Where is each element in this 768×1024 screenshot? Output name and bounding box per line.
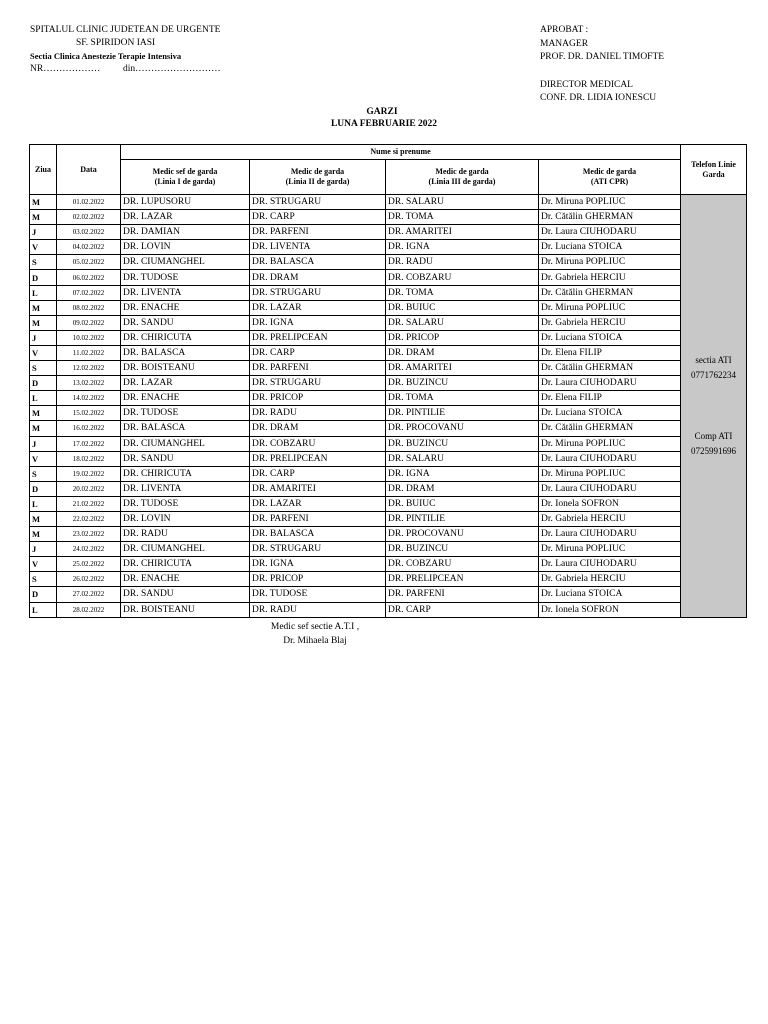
signature-name: Dr. Mihaela Blaj xyxy=(283,636,347,646)
line2-doctor-cell: DR. IGNA xyxy=(250,557,386,572)
date-cell: 26.02.2022 xyxy=(57,572,121,587)
table-row xyxy=(30,285,747,300)
line1-doctor-cell: DR. CHIRICUTA xyxy=(121,557,250,572)
line2-doctor-cell: DR. CARP xyxy=(250,466,386,481)
ati-doctor-cell: Dr. Gabriela HERCIU xyxy=(539,270,681,285)
line1-doctor-cell: DR. BOISTEANU xyxy=(121,602,250,617)
ati-doctor-cell: Dr. Laura CIUHODARU xyxy=(539,451,681,466)
line1-doctor-cell: DR. LOVIN xyxy=(121,511,250,526)
table-row xyxy=(30,496,747,511)
table-row xyxy=(30,225,747,240)
ati-doctor-cell: Dr. Cătălin GHERMAN xyxy=(539,421,681,436)
signature-block xyxy=(0,620,630,648)
line3-doctor-cell: DR. BUZINCU xyxy=(386,436,539,451)
phone-cell xyxy=(681,195,747,618)
ati-doctor-cell: Dr. Miruna POPLIUC xyxy=(539,436,681,451)
line1-doctor-cell: DR. CIUMANGHEL xyxy=(121,255,250,270)
line2-doctor-cell: DR. PRELIPCEAN xyxy=(250,451,386,466)
line2-doctor-cell: DR. CARP xyxy=(250,345,386,360)
line1-doctor-cell: DR. TUDOSE xyxy=(121,270,250,285)
ati-doctor-cell: Dr. Luciana STOICA xyxy=(539,587,681,602)
header-ati-cpr: Medic de garda (ATI CPR) xyxy=(539,160,681,195)
header-linia-2: Medic de garda (Linia II de garda) xyxy=(250,160,386,195)
hospital-name: SPITALUL CLINIC JUDETEAN DE URGENTE xyxy=(30,25,221,35)
day-cell: M xyxy=(30,406,57,421)
line2-doctor-cell: DR. TUDOSE xyxy=(250,587,386,602)
date-cell: 07.02.2022 xyxy=(57,285,121,300)
line2-doctor-cell: DR. PRICOP xyxy=(250,391,386,406)
day-cell: J xyxy=(30,542,57,557)
line2-doctor-cell: DR. BALASCA xyxy=(250,255,386,270)
line3-doctor-cell: DR. PRICOP xyxy=(386,330,539,345)
line1-doctor-cell: DR. DAMIAN xyxy=(121,225,250,240)
day-cell: D xyxy=(30,587,57,602)
director-label: DIRECTOR MEDICAL xyxy=(540,79,633,90)
manager-name: PROF. DR. DANIEL TIMOFTE xyxy=(540,52,665,62)
date-cell: 03.02.2022 xyxy=(57,225,121,240)
line1-doctor-cell: DR. LAZAR xyxy=(121,210,250,225)
line2-doctor-cell: DR. LAZAR xyxy=(250,496,386,511)
table-row xyxy=(30,466,747,481)
line3-doctor-cell: DR. CARP xyxy=(386,602,539,617)
header-nume-prenume: Nume si prenume xyxy=(121,145,681,160)
day-cell: M xyxy=(30,511,57,526)
ati-doctor-cell: Dr. Luciana STOICA xyxy=(539,406,681,421)
table-row xyxy=(30,602,747,617)
line2-doctor-cell: DR. PRICOP xyxy=(250,572,386,587)
date-cell: 01.02.2022 xyxy=(57,195,121,210)
line2-doctor-cell: DR. STRUGARU xyxy=(250,285,386,300)
registration-line xyxy=(30,63,221,76)
day-cell: L xyxy=(30,285,57,300)
ati-doctor-cell: Dr. Luciana STOICA xyxy=(539,240,681,255)
approved-label: APROBAT : xyxy=(540,25,589,35)
ati-doctor-cell: Dr. Gabriela HERCIU xyxy=(539,315,681,330)
line2-doctor-cell: DR. DRAM xyxy=(250,270,386,285)
line1-doctor-cell: DR. BOISTEANU xyxy=(121,361,250,376)
date-cell: 11.02.2022 xyxy=(57,345,121,360)
line1-doctor-cell: DR. RADU xyxy=(121,527,250,542)
ati-doctor-cell: Dr. Miruna POPLIUC xyxy=(539,300,681,315)
line1-doctor-cell: DR. CIUMANGHEL xyxy=(121,436,250,451)
date-cell: 06.02.2022 xyxy=(57,270,121,285)
line1-doctor-cell: DR. SANDU xyxy=(121,315,250,330)
line3-doctor-cell: DR. BUZINCU xyxy=(386,542,539,557)
date-cell: 27.02.2022 xyxy=(57,587,121,602)
line2-doctor-cell: DR. RADU xyxy=(250,602,386,617)
line3-doctor-cell: DR. PINTILIE xyxy=(386,511,539,526)
signature-title: Medic sef sectie A.T.I , xyxy=(270,622,360,632)
date-cell: 20.02.2022 xyxy=(57,481,121,496)
table-row xyxy=(30,406,747,421)
date-cell: 25.02.2022 xyxy=(57,557,121,572)
ati-doctor-cell: Dr. Ionela SOFRON xyxy=(539,602,681,617)
day-cell: D xyxy=(30,376,57,391)
date-cell: 21.02.2022 xyxy=(57,496,121,511)
line2-doctor-cell: DR. STRUGARU xyxy=(250,195,386,210)
line2-doctor-cell: DR. PARFENI xyxy=(250,361,386,376)
table-row xyxy=(30,376,747,391)
comp-phone xyxy=(681,429,746,459)
line1-doctor-cell: DR. ENACHE xyxy=(121,572,250,587)
day-cell: J xyxy=(30,225,57,240)
comp-label: Comp ATI xyxy=(694,430,733,441)
line3-doctor-cell: DR. BUZINCU xyxy=(386,376,539,391)
line1-doctor-cell: DR. LOVIN xyxy=(121,240,250,255)
table-row xyxy=(30,436,747,451)
line2-doctor-cell: DR. DRAM xyxy=(250,421,386,436)
ati-doctor-cell: Dr. Luciana STOICA xyxy=(539,330,681,345)
line1-doctor-cell: DR. ENACHE xyxy=(121,300,250,315)
table-row xyxy=(30,240,747,255)
ati-doctor-cell: Dr. Laura CIUHODARU xyxy=(539,225,681,240)
date-cell: 23.02.2022 xyxy=(57,527,121,542)
day-cell: M xyxy=(30,527,57,542)
table-row xyxy=(30,255,747,270)
day-cell: L xyxy=(30,602,57,617)
line3-doctor-cell: DR. COBZARU xyxy=(386,270,539,285)
date-cell: 15.02.2022 xyxy=(57,406,121,421)
header-linia-3: Medic de garda (Linia III de garda) xyxy=(386,160,539,195)
line3-doctor-cell: DR. PROCOVANU xyxy=(386,527,539,542)
line2-doctor-cell: DR. PRELIPCEAN xyxy=(250,330,386,345)
line2-doctor-cell: DR. AMARITEI xyxy=(250,481,386,496)
ati-doctor-cell: Dr. Elena FILIP xyxy=(539,345,681,360)
line3-doctor-cell: DR. IGNA xyxy=(386,240,539,255)
date-cell: 10.02.2022 xyxy=(57,330,121,345)
line3-doctor-cell: DR. TOMA xyxy=(386,285,539,300)
duty-schedule-table xyxy=(29,144,747,618)
day-cell: M xyxy=(30,315,57,330)
line3-doctor-cell: DR. PROCOVANU xyxy=(386,421,539,436)
line3-doctor-cell: DR. AMARITEI xyxy=(386,361,539,376)
day-cell: D xyxy=(30,481,57,496)
din-label: din……………………… xyxy=(122,64,221,74)
line2-doctor-cell: DR. LIVENTA xyxy=(250,240,386,255)
line1-doctor-cell: DR. TUDOSE xyxy=(121,496,250,511)
approval-block xyxy=(540,24,664,106)
table-row xyxy=(30,511,747,526)
date-cell: 18.02.2022 xyxy=(57,451,121,466)
line1-doctor-cell: DR. CHIRICUTA xyxy=(121,466,250,481)
date-cell: 14.02.2022 xyxy=(57,391,121,406)
table-row xyxy=(30,345,747,360)
table-row xyxy=(30,270,747,285)
line1-doctor-cell: DR. SANDU xyxy=(121,587,250,602)
date-cell: 28.02.2022 xyxy=(57,602,121,617)
day-cell: S xyxy=(30,572,57,587)
table-row xyxy=(30,391,747,406)
ati-doctor-cell: Dr. Laura CIUHODARU xyxy=(539,481,681,496)
line3-doctor-cell: DR. SALARU xyxy=(386,451,539,466)
ati-doctor-cell: Dr. Laura CIUHODARU xyxy=(539,557,681,572)
ati-doctor-cell: Dr. Laura CIUHODARU xyxy=(539,376,681,391)
table-row xyxy=(30,572,747,587)
date-cell: 22.02.2022 xyxy=(57,511,121,526)
director-name: CONF. DR. LIDIA IONESCU xyxy=(540,93,657,103)
line1-doctor-cell: DR. SANDU xyxy=(121,451,250,466)
line2-doctor-cell: DR. STRUGARU xyxy=(250,542,386,557)
line3-doctor-cell: DR. BUIUC xyxy=(386,496,539,511)
line2-doctor-cell: DR. LAZAR xyxy=(250,300,386,315)
date-cell: 13.02.2022 xyxy=(57,376,121,391)
date-cell: 02.02.2022 xyxy=(57,210,121,225)
line1-doctor-cell: DR. LIVENTA xyxy=(121,481,250,496)
day-cell: D xyxy=(30,270,57,285)
line3-doctor-cell: DR. RADU xyxy=(386,255,539,270)
department-name: Sectia Clinica Anestezie Terapie Intensiva xyxy=(30,51,182,61)
table-row xyxy=(30,210,747,225)
line3-doctor-cell: DR. AMARITEI xyxy=(386,225,539,240)
ati-doctor-cell: Dr. Cătălin GHERMAN xyxy=(539,285,681,300)
line3-doctor-cell: DR. IGNA xyxy=(386,466,539,481)
header-telefon: Telefon Linie Garda xyxy=(681,145,747,195)
line2-doctor-cell: DR. PARFENI xyxy=(250,225,386,240)
line3-doctor-cell: DR. PRELIPCEAN xyxy=(386,572,539,587)
title-line2: LUNA FEBRUARIE 2022 xyxy=(330,119,438,129)
sectia-label: sectia ATI xyxy=(695,354,732,365)
date-cell: 08.02.2022 xyxy=(57,300,121,315)
line3-doctor-cell: DR. TOMA xyxy=(386,210,539,225)
ati-doctor-cell: Dr. Laura CIUHODARU xyxy=(539,527,681,542)
table-row xyxy=(30,557,747,572)
ati-doctor-cell: Dr. Ionela SOFRON xyxy=(539,496,681,511)
day-cell: V xyxy=(30,557,57,572)
date-cell: 05.02.2022 xyxy=(57,255,121,270)
day-cell: V xyxy=(30,451,57,466)
line2-doctor-cell: DR. STRUGARU xyxy=(250,376,386,391)
line3-doctor-cell: DR. PARFENI xyxy=(386,587,539,602)
day-cell: M xyxy=(30,300,57,315)
line3-doctor-cell: DR. SALARU xyxy=(386,195,539,210)
ati-doctor-cell: Dr. Gabriela HERCIU xyxy=(539,511,681,526)
line1-doctor-cell: DR. CIUMANGHEL xyxy=(121,542,250,557)
date-cell: 17.02.2022 xyxy=(57,436,121,451)
table-row xyxy=(30,527,747,542)
header-data: Data xyxy=(57,145,121,195)
day-cell: M xyxy=(30,195,57,210)
day-cell: S xyxy=(30,255,57,270)
line3-doctor-cell: DR. BUIUC xyxy=(386,300,539,315)
manager-label: MANAGER xyxy=(540,38,589,49)
hospital-header xyxy=(30,24,221,76)
line1-doctor-cell: DR. TUDOSE xyxy=(121,406,250,421)
line3-doctor-cell: DR. SALARU xyxy=(386,315,539,330)
ati-doctor-cell: Dr. Miruna POPLIUC xyxy=(539,466,681,481)
date-cell: 19.02.2022 xyxy=(57,466,121,481)
table-row xyxy=(30,315,747,330)
day-cell: M xyxy=(30,210,57,225)
table-row xyxy=(30,481,747,496)
line1-doctor-cell: DR. LIVENTA xyxy=(121,285,250,300)
table-row xyxy=(30,421,747,436)
line1-doctor-cell: DR. CHIRICUTA xyxy=(121,330,250,345)
day-cell: S xyxy=(30,361,57,376)
line2-doctor-cell: DR. COBZARU xyxy=(250,436,386,451)
line3-doctor-cell: DR. DRAM xyxy=(386,345,539,360)
ati-doctor-cell: Dr. Gabriela HERCIU xyxy=(539,572,681,587)
date-cell: 16.02.2022 xyxy=(57,421,121,436)
date-cell: 04.02.2022 xyxy=(57,240,121,255)
header-ziua: Ziua xyxy=(30,145,57,195)
ati-doctor-cell: Dr. Miruna POPLIUC xyxy=(539,255,681,270)
ati-doctor-cell: Dr. Cătălin GHERMAN xyxy=(539,361,681,376)
ati-doctor-cell: Dr. Cătălin GHERMAN xyxy=(539,210,681,225)
table-row xyxy=(30,542,747,557)
day-cell: J xyxy=(30,330,57,345)
line3-doctor-cell: DR. TOMA xyxy=(386,391,539,406)
hospital-city: SF. SPIRIDON IASI xyxy=(76,38,156,48)
line2-doctor-cell: DR. RADU xyxy=(250,406,386,421)
document-title xyxy=(0,106,768,130)
title-line1: GARZI xyxy=(366,107,398,117)
table-row xyxy=(30,195,747,210)
line3-doctor-cell: DR. COBZARU xyxy=(386,557,539,572)
date-cell: 09.02.2022 xyxy=(57,315,121,330)
ati-doctor-cell: Dr. Miruna POPLIUC xyxy=(539,195,681,210)
line2-doctor-cell: DR. CARP xyxy=(250,210,386,225)
day-cell: J xyxy=(30,436,57,451)
comp-number: 0725991696 xyxy=(691,445,737,456)
sectia-number: 0771762234 xyxy=(691,369,737,380)
nr-label: NR……………… xyxy=(30,64,101,74)
ati-doctor-cell: Dr. Miruna POPLIUC xyxy=(539,542,681,557)
day-cell: V xyxy=(30,345,57,360)
day-cell: S xyxy=(30,466,57,481)
line1-doctor-cell: DR. BALASCA xyxy=(121,421,250,436)
day-cell: V xyxy=(30,240,57,255)
day-cell: L xyxy=(30,496,57,511)
sectia-phone xyxy=(681,353,746,383)
line1-doctor-cell: DR. LUPUSORU xyxy=(121,195,250,210)
line3-doctor-cell: DR. PINTILIE xyxy=(386,406,539,421)
line1-doctor-cell: DR. BALASCA xyxy=(121,345,250,360)
line2-doctor-cell: DR. IGNA xyxy=(250,315,386,330)
day-cell: L xyxy=(30,391,57,406)
table-row xyxy=(30,330,747,345)
table-row xyxy=(30,361,747,376)
line3-doctor-cell: DR. DRAM xyxy=(386,481,539,496)
ati-doctor-cell: Dr. Elena FILIP xyxy=(539,391,681,406)
line1-doctor-cell: DR. ENACHE xyxy=(121,391,250,406)
line2-doctor-cell: DR. BALASCA xyxy=(250,527,386,542)
line1-doctor-cell: DR. LAZAR xyxy=(121,376,250,391)
line2-doctor-cell: DR. PARFENI xyxy=(250,511,386,526)
table-row xyxy=(30,300,747,315)
table-row xyxy=(30,451,747,466)
day-cell: M xyxy=(30,421,57,436)
header-linia-1: Medic sef de garda (Linia I de garda) xyxy=(121,160,250,195)
table-row xyxy=(30,587,747,602)
date-cell: 12.02.2022 xyxy=(57,361,121,376)
date-cell: 24.02.2022 xyxy=(57,542,121,557)
